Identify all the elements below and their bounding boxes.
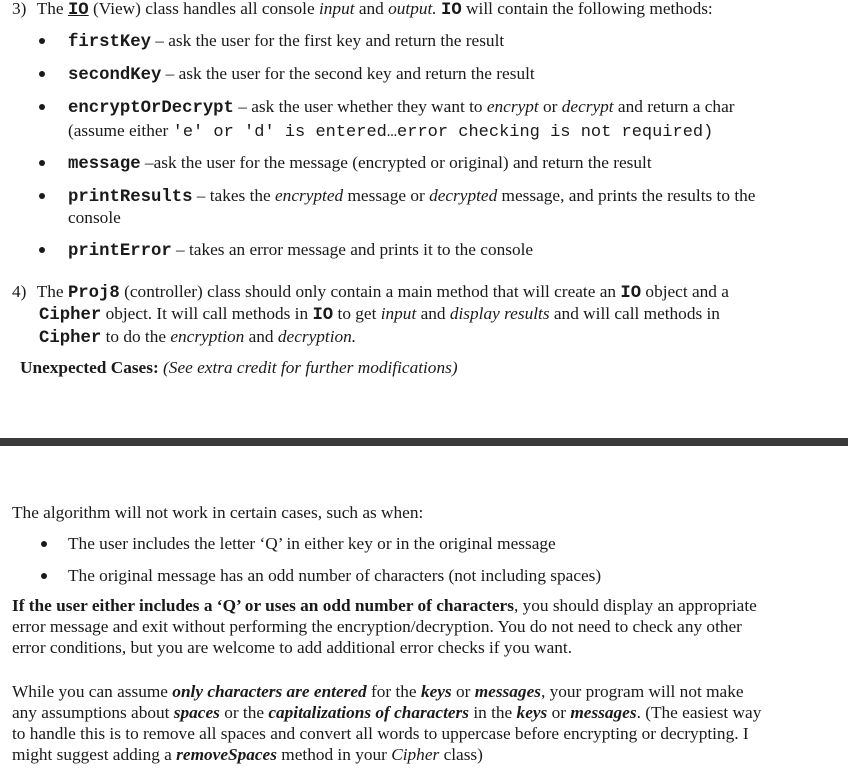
item4-number: 4) [12, 282, 27, 301]
bullet-icon [39, 193, 45, 199]
method-desc: – takes an error message and prints it to the console [176, 240, 534, 259]
method-desc: – ask the user for the second key and return the result [165, 64, 535, 83]
lower-p1-bold: If the user either includes a ‘Q’ or uses an odd number of characters [12, 596, 514, 615]
lower-p1-line3: error conditions, but you are welcome to add additional error checks if you want. [12, 638, 573, 657]
bullet-icon [39, 247, 45, 253]
method-desc-encrypted: encrypted [275, 186, 344, 205]
method-desc-encrypt: encrypt [486, 97, 539, 116]
item4-decryption: decryption. [277, 327, 357, 346]
method-desc: – takes the [196, 186, 271, 205]
method-encryptordecrypt-line2 [68, 120, 713, 143]
lower-p1-text: , you should display an appropriate [513, 596, 757, 615]
lower-p2-emph: keys [516, 703, 548, 722]
method-desc: message, and prints the results to the [501, 186, 756, 205]
lower-p2-text: class) [443, 745, 483, 764]
lower-p2-emph: capitalizations of characters [268, 703, 470, 722]
item3-output: output. [388, 0, 437, 18]
bullet-icon [39, 160, 45, 166]
lower-p2-text: any assumptions about [12, 703, 170, 722]
bullet-icon [41, 541, 47, 547]
item4-text: The [36, 282, 64, 301]
cipher-class-name: Cipher [39, 306, 102, 325]
item4-encryption: encryption [170, 327, 245, 346]
method-name: printResults [68, 188, 193, 207]
lower-bullet-odd: The original message has an odd number of characters (not including spaces) [68, 566, 602, 585]
method-encryptordecrypt [68, 96, 735, 119]
item4-display: display results [449, 304, 550, 323]
io-class-name: IO [440, 1, 462, 20]
bullet-icon [39, 38, 45, 44]
lower-p2-emph: removeSpaces [176, 745, 277, 764]
lower-p2-line3: to handle this is to remove all spaces and convert all words to uppercase before encrypting or decrypting. I [12, 724, 749, 743]
io-class-name: IO [312, 306, 334, 325]
lower-p2-text: While you can assume [12, 682, 168, 701]
item4-text: object. It will call methods in [105, 304, 309, 323]
method-name: encryptOrDecrypt [68, 99, 234, 118]
item4-text: (controller) class should only contain a main method that will create an [124, 282, 617, 301]
item4-text: object and a [645, 282, 729, 301]
bullet-icon [41, 573, 47, 579]
lower-p2-emph: only characters are entered [172, 682, 367, 701]
lower-p2-text: for the [371, 682, 417, 701]
lower-p2-emph: messages [474, 682, 541, 701]
item3-input: input [318, 0, 355, 18]
item4-text: and [248, 327, 274, 346]
lower-p1-line1 [12, 595, 757, 616]
lower-p2-line1 [12, 681, 744, 702]
item3-text: will contain the following methods: [466, 0, 713, 18]
method-desc: console [68, 208, 121, 227]
item4-input: input [380, 304, 417, 323]
method-desc-decrypt: decrypt [561, 97, 614, 116]
method-desc: or [543, 97, 558, 116]
lower-p2-text: method in your [281, 745, 387, 764]
bullet-icon [39, 104, 45, 110]
lower-p2-text: . (The easiest way [636, 703, 762, 722]
item3-text: and [358, 0, 384, 18]
item3-text: The [36, 0, 64, 18]
unexpected-cases-heading [20, 357, 458, 378]
method-desc-decrypted: decrypted [429, 186, 498, 205]
method-secondkey [68, 63, 535, 86]
item3-number: 3) [12, 0, 27, 18]
lower-p2-emph: spaces [173, 703, 220, 722]
lower-p2-emph: keys [420, 682, 452, 701]
unexpected-note: (See extra credit for further modifications) [163, 358, 458, 377]
method-desc-code: 'e' or 'd' is entered…error checking is not required) [172, 123, 714, 142]
item3-text: (View) class handles all console [93, 0, 315, 18]
method-printerror [68, 239, 533, 262]
method-firstkey [68, 30, 504, 53]
item4-text: and will call methods in [553, 304, 720, 323]
lower-p2-text: or the [224, 703, 265, 722]
method-desc: –ask the user for the message (encrypted or original) and return the result [144, 153, 652, 172]
method-desc: and return a char [617, 97, 735, 116]
method-desc: – ask the user whether they want to [238, 97, 483, 116]
lower-bullet-q: The user includes the letter ‘Q’ in either key or in the original message [68, 534, 556, 553]
lower-p2-line2 [12, 702, 761, 723]
method-printresults [68, 185, 755, 208]
method-desc: message or [347, 186, 425, 205]
lower-p1-line2: error message and exit without performing the encryption/decryption. You do not need to check any other [12, 617, 742, 636]
proj8-class-name: Proj8 [67, 284, 120, 303]
lower-p2-italic: Cipher [391, 745, 440, 764]
cipher-class-name: Cipher [39, 329, 102, 348]
io-class-name: IO [67, 1, 89, 20]
method-name: message [68, 155, 141, 174]
item4-line3 [39, 326, 356, 349]
method-message [68, 152, 652, 175]
method-name: secondKey [68, 66, 162, 85]
lower-p2-line4 [12, 744, 483, 765]
lower-p2-text: or [551, 703, 566, 722]
method-printresults-line2 [68, 207, 121, 228]
lower-p2-text: might suggest adding a [12, 745, 172, 764]
method-desc: (assume either [68, 121, 169, 140]
lower-p2-text: , your program will not make [540, 682, 744, 701]
unexpected-label: Unexpected Cases: [20, 358, 159, 377]
lower-p2-text: or [455, 682, 471, 701]
item4-text: and [420, 304, 446, 323]
method-desc: – ask the user for the first key and return the result [155, 31, 505, 50]
lower-intro: The algorithm will not work in certain cases, such as when: [12, 503, 424, 522]
bullet-icon [39, 71, 45, 77]
item4-text: to do the [105, 327, 167, 346]
section-divider [0, 438, 848, 446]
lower-p2-text: in the [473, 703, 513, 722]
method-name: firstKey [68, 33, 151, 52]
io-class-name: IO [620, 284, 642, 303]
item4-text: to get [337, 304, 377, 323]
item3-line [12, 0, 713, 21]
item4-line2 [39, 303, 720, 326]
item4-line1 [12, 281, 729, 304]
method-name: printError [68, 242, 172, 261]
lower-p2-emph: messages [570, 703, 637, 722]
